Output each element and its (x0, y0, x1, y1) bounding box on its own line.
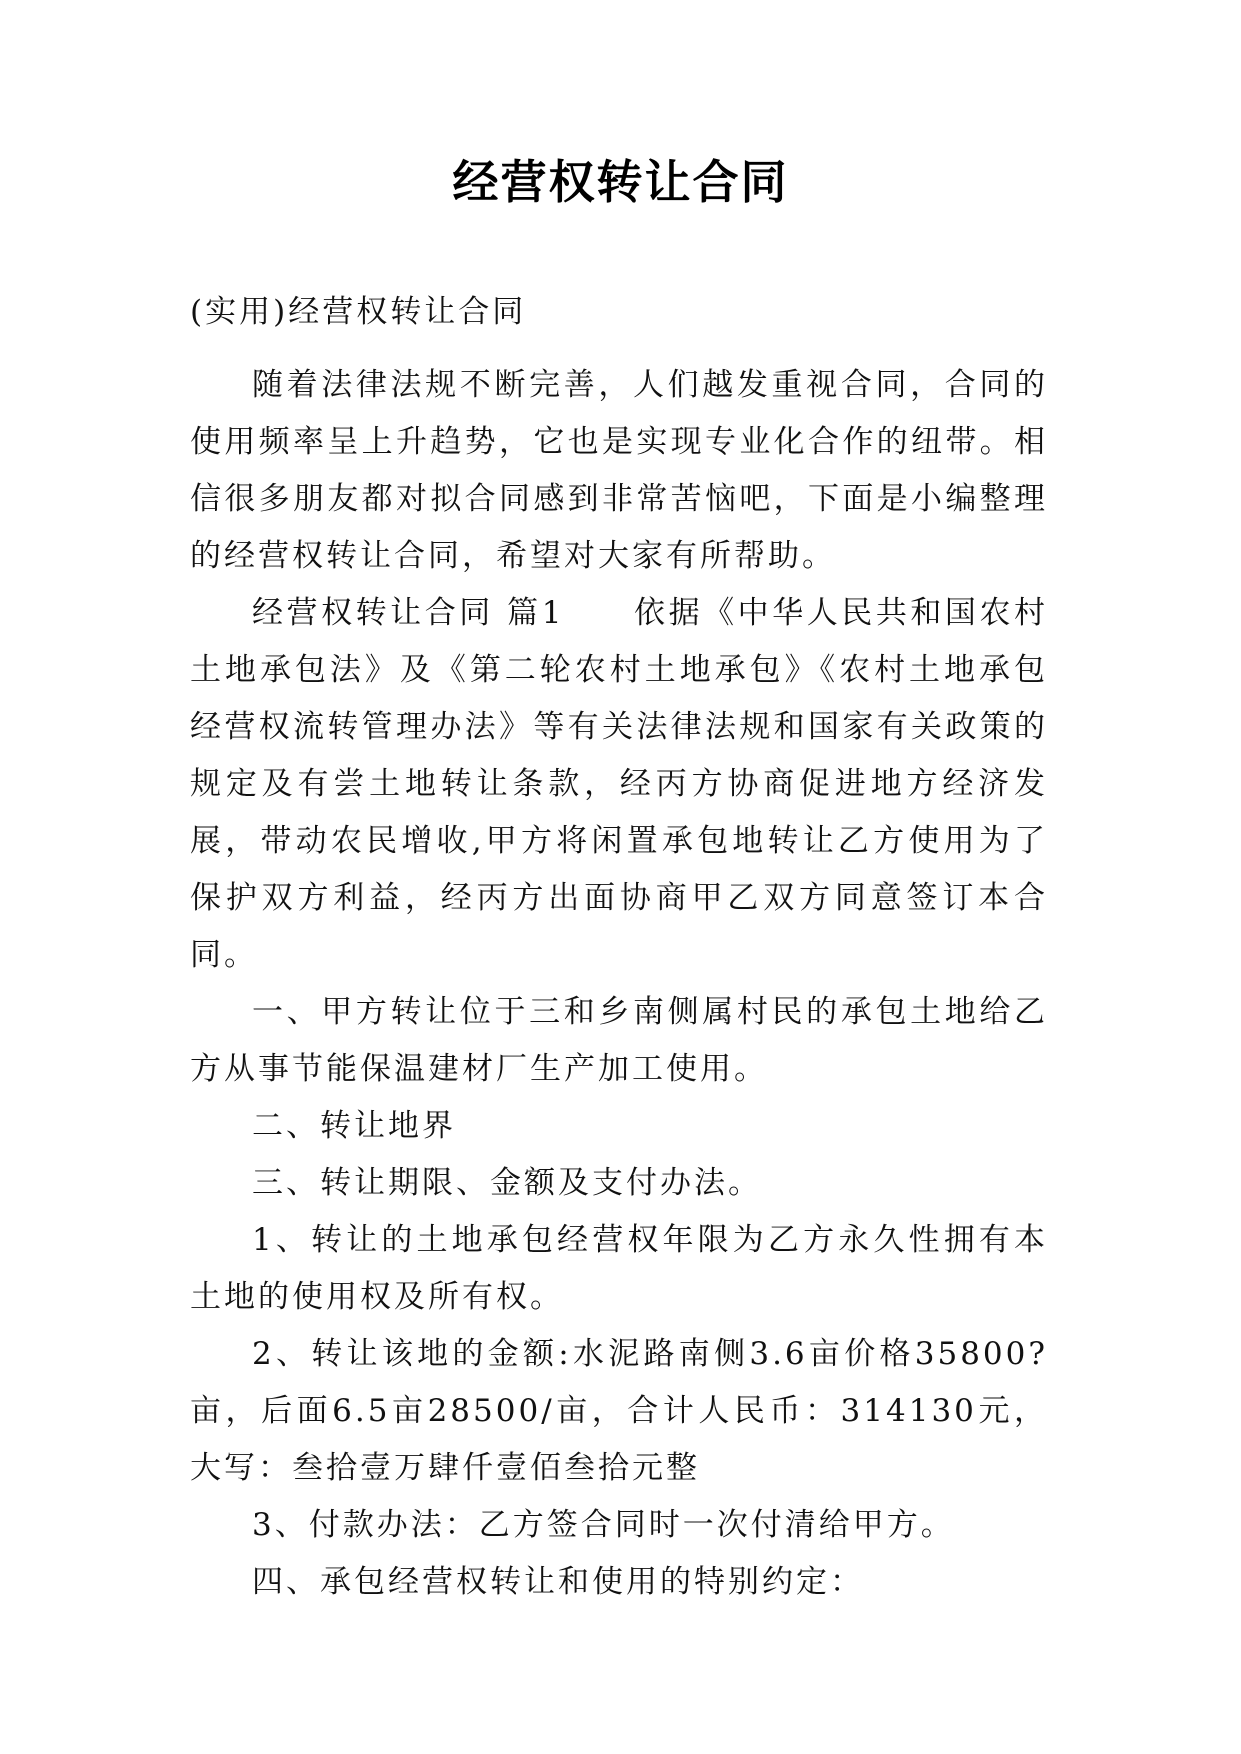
clause-3-item-2: 2、转让该地的金额:水泥路南侧3.6亩价格35800?亩，后面6.5亩28500/亩，合计人民币：314130元，大写：叁拾壹万肆仟壹佰叁拾元整 (190, 1336, 1048, 1486)
clause-4: 四、承包经营权转让和使用的特别约定： (252, 1564, 864, 1600)
document-title: 经营权转让合同 (452, 155, 789, 209)
clause-3-item-3: 3、付款办法：乙方签合同时一次付清给甲方。 (252, 1507, 955, 1543)
document-subtitle: (实用)经营权转让合同 (190, 294, 527, 330)
clause-3-item-1: 1、转让的土地承包经营权年限为乙方永久性拥有本土地的使用权及所有权。 (190, 1222, 1048, 1315)
clause-2: 二、转让地界 (252, 1108, 456, 1144)
document-body (190, 284, 1048, 1611)
clause-3: 三、转让期限、金额及支付办法。 (252, 1165, 762, 1201)
clause-1: 一、甲方转让位于三和乡南侧属村民的承包土地给乙方从事节能保温建材厂生产加工使用。 (190, 994, 1048, 1087)
paragraph-basis: 经营权转让合同 篇1 依据《中华人民共和国农村土地承包法》及《第二轮农村土地承包》《农村土地承包经营权流转管理办法》等有关法律法规和国家有关政策的规定及有尝土地转让条款，经丙方协商促进地方经济发展，带动农民增收,甲方将闲置承包地转让乙方使用为了保护双方利益，经丙方出面协商甲乙双方同意签订本合同。 (190, 595, 1048, 973)
paragraph-intro: 随着法律法规不断完善，人们越发重视合同，合同的使用频率呈上升趋势，它也是实现专业化合作的纽带。相信很多朋友都对拟合同感到非常苦恼吧，下面是小编整理的经营权转让合同，希望对大家有所帮助。 (190, 367, 1048, 574)
